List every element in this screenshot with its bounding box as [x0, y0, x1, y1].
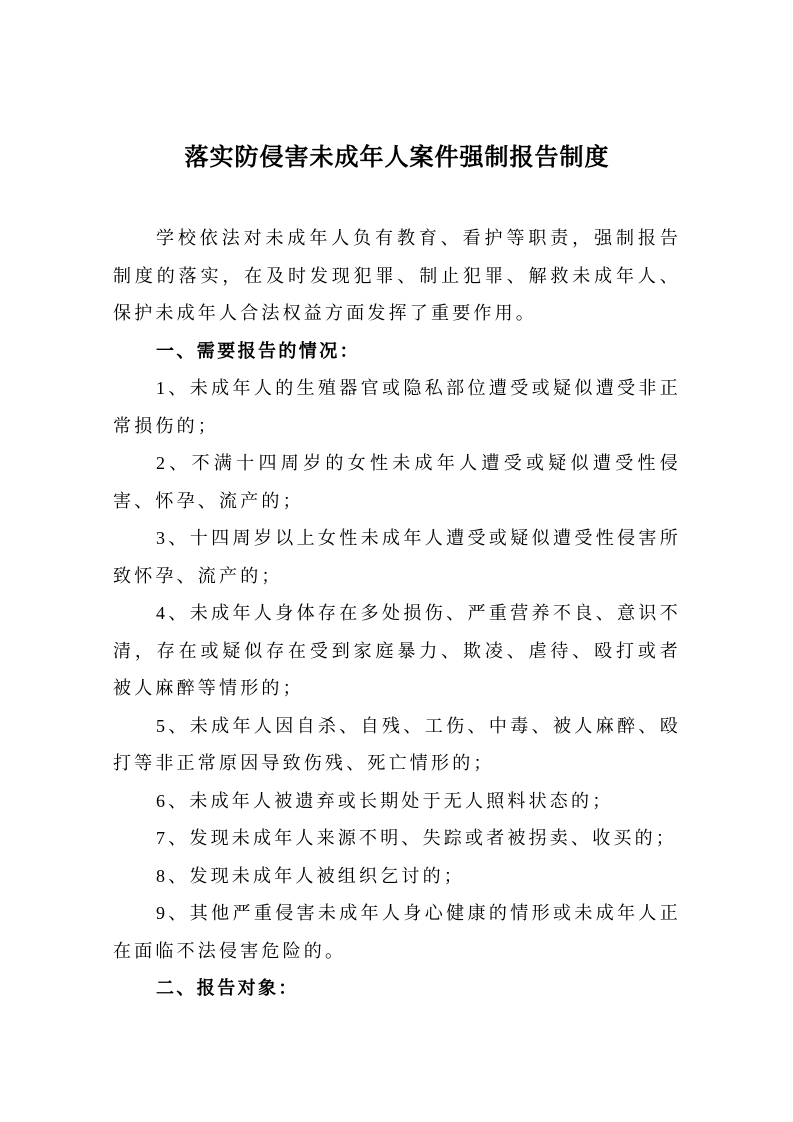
paragraph: 1、未成年人的生殖器官或隐私部位遭受或疑似遭受非正常损伤的； [113, 378, 681, 436]
document-body [113, 220, 681, 1008]
section-heading: 二、报告对象： [156, 978, 299, 998]
paragraph: 5、未成年人因自杀、自残、工伤、中毒、被人麻醉、殴打等非正常原因导致伤残、死亡情形的； [113, 715, 681, 773]
paragraph: 学校依法对未成年人负有教育、看护等职责，强制报告制度的落实，在及时发现犯罪、制止犯罪、解救未成年人、保护未成年人合法权益方面发挥了重要作用。 [113, 228, 681, 323]
document-title: 落实防侵害未成年人案件强制报告制度 [184, 144, 610, 171]
paragraph: 8、发现未成年人被组织乞讨的； [156, 865, 465, 886]
paragraph: 2、不满十四周岁的女性未成年人遭受或疑似遭受性侵害、怀孕、流产的； [113, 453, 681, 511]
paragraph: 6、未成年人被遗弃或长期处于无人照料状态的； [156, 790, 614, 811]
paragraph: 4、未成年人身体存在多处损伤、严重营养不良、意识不清，存在或疑似存在受到家庭暴力、欺凌、虐待、殴打或者被人麻醉等情形的； [113, 603, 681, 698]
paragraph: 7、发现未成年人来源不明、失踪或者被拐卖、收买的； [156, 828, 677, 848]
paragraph: 3、十四周岁以上女性未成年人遭受或疑似遭受性侵害所致怀孕、流产的； [113, 528, 681, 586]
section-heading: 一、需要报告的情况： [156, 340, 360, 361]
paragraph: 9、其他严重侵害未成年人身心健康的情形或未成年人正在面临不法侵害危险的。 [113, 903, 681, 961]
